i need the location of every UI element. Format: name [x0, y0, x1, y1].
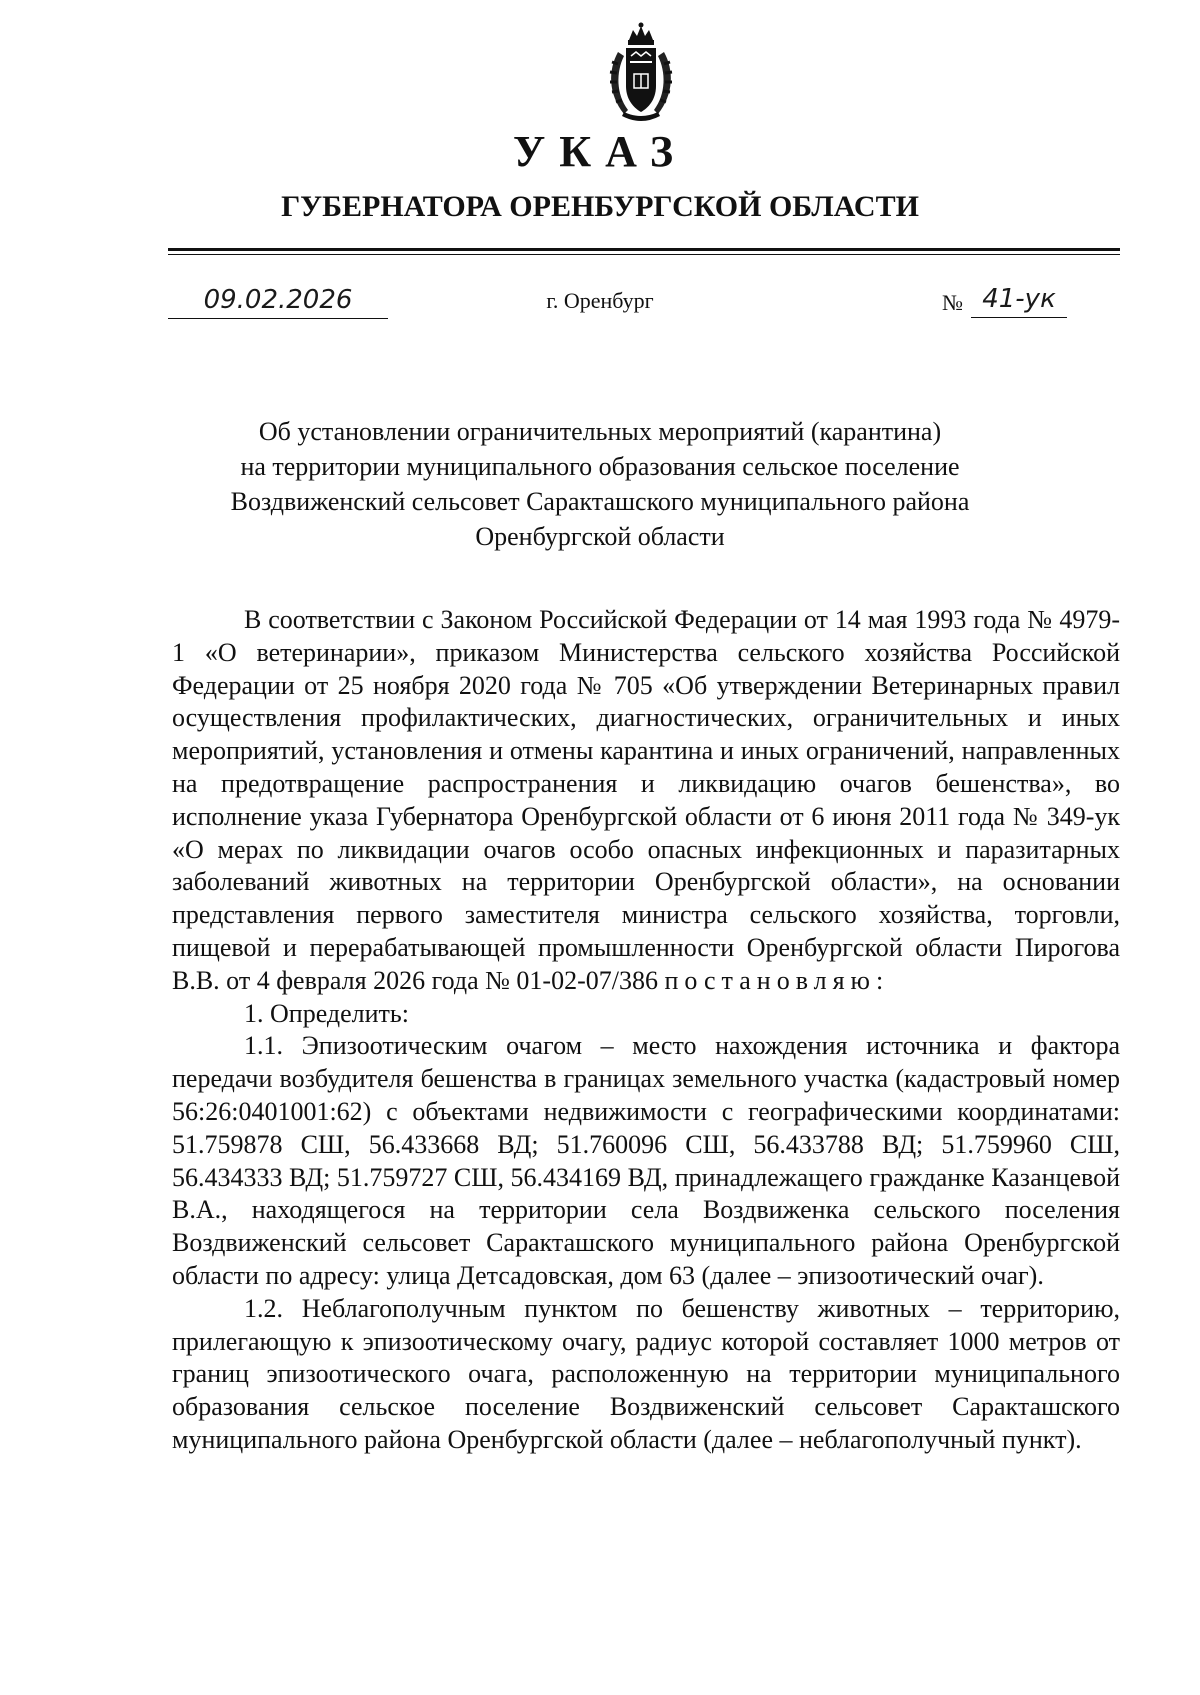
clause-1-2: 1.2. Неблагополучным пунктом по бешенству животных – территорию, прилегающую к эпизоотическому очагу, радиус которой составляет 1000 метров от границ эпизоотического очага, расположенную на территории муниципального образования сельское поселение Воздвиженский сельсовет Саракташского муниципального района Оренбургской области (далее – неблагополучный пункт).: [172, 1293, 1120, 1454]
preamble-text: В соответствии с Законом Российской Федерации от 14 мая 1993 года № 4979-1 «О ветеринарии», приказом Министерства сельского хозяйства Российской Федерации от 25 ноября 2020 года № 705 «Об утверждении Ветеринарных правил осуществления профилактических, диагностических, ограничительных и иных мероприятий, установления и отмены карантина и иных ограничений, направленных на предотвращение распространения и ликвидацию очагов бешенства», во исполнение указа Губернатора Оренбургской области от 6 июня 2011 года № 349-ук «О мерах по ликвидации очагов особо опасных инфекционных и паразитарных заболеваний животных на территории Оренбургской области», на основании представления первого заместителя министра сельского хозяйства, торговли, пищевой и перерабатывающей промышленности Оренбургской области Пирогова В.В. от 4 февраля 2026 года № 01-02-07/386: [172, 605, 1120, 995]
title-line: Об установлении ограничительных мероприятий (карантина): [258, 417, 942, 446]
header-rule-thick: [168, 248, 1120, 251]
preamble-paragraph: [172, 604, 1120, 998]
clause-1: 1. Определить:: [244, 998, 409, 1028]
coat-of-arms-icon: [604, 22, 678, 126]
title-line: Оренбургской области: [475, 522, 725, 551]
document-body: [172, 604, 1120, 1457]
resolve-word: постановляю:: [664, 965, 890, 995]
header-rule-thin: [168, 254, 1120, 255]
document-title: [150, 414, 1050, 554]
title-line: Воздвиженский сельсовет Саракташского муниципального района: [230, 487, 970, 516]
number-sign: №: [942, 290, 963, 315]
handwritten-date: 09.02.2026: [203, 285, 353, 315]
number-field: [942, 282, 1067, 318]
handwritten-number: 41-ук: [971, 281, 1067, 318]
title-line: на территории муниципального образования сельское поселение: [240, 452, 960, 481]
issuer-title: ГУБЕРНАТОРА ОРЕНБУРГСКОЙ ОБЛАСТИ: [281, 190, 919, 223]
document-type: УКАЗ: [512, 127, 688, 176]
clause-1-1: 1.1. Эпизоотическим очагом – место нахождения источника и фактора передачи возбудителя бешенства в границах земельного участка (кадастровый номер 56:26:0401001:62) с объектами недвижимости с географическими координатами: 51.759878 СШ, 56.433668 ВД; 51.760096 СШ, 56.433788 ВД; 51.759960 СШ, 56.434333 ВД; 51.759727 СШ, 56.434169 ВД, принадлежащего гражданке Казанцевой В.А., находящегося на территории села Воздвиженка сельского поселения Воздвиженский сельсовет Саракташского муниципального района Оренбургской области по адресу: улица Детсадовская, дом 63 (далее – эпизоотический очаг).: [172, 1031, 1120, 1290]
city-label: г. Оренбург: [546, 288, 654, 313]
